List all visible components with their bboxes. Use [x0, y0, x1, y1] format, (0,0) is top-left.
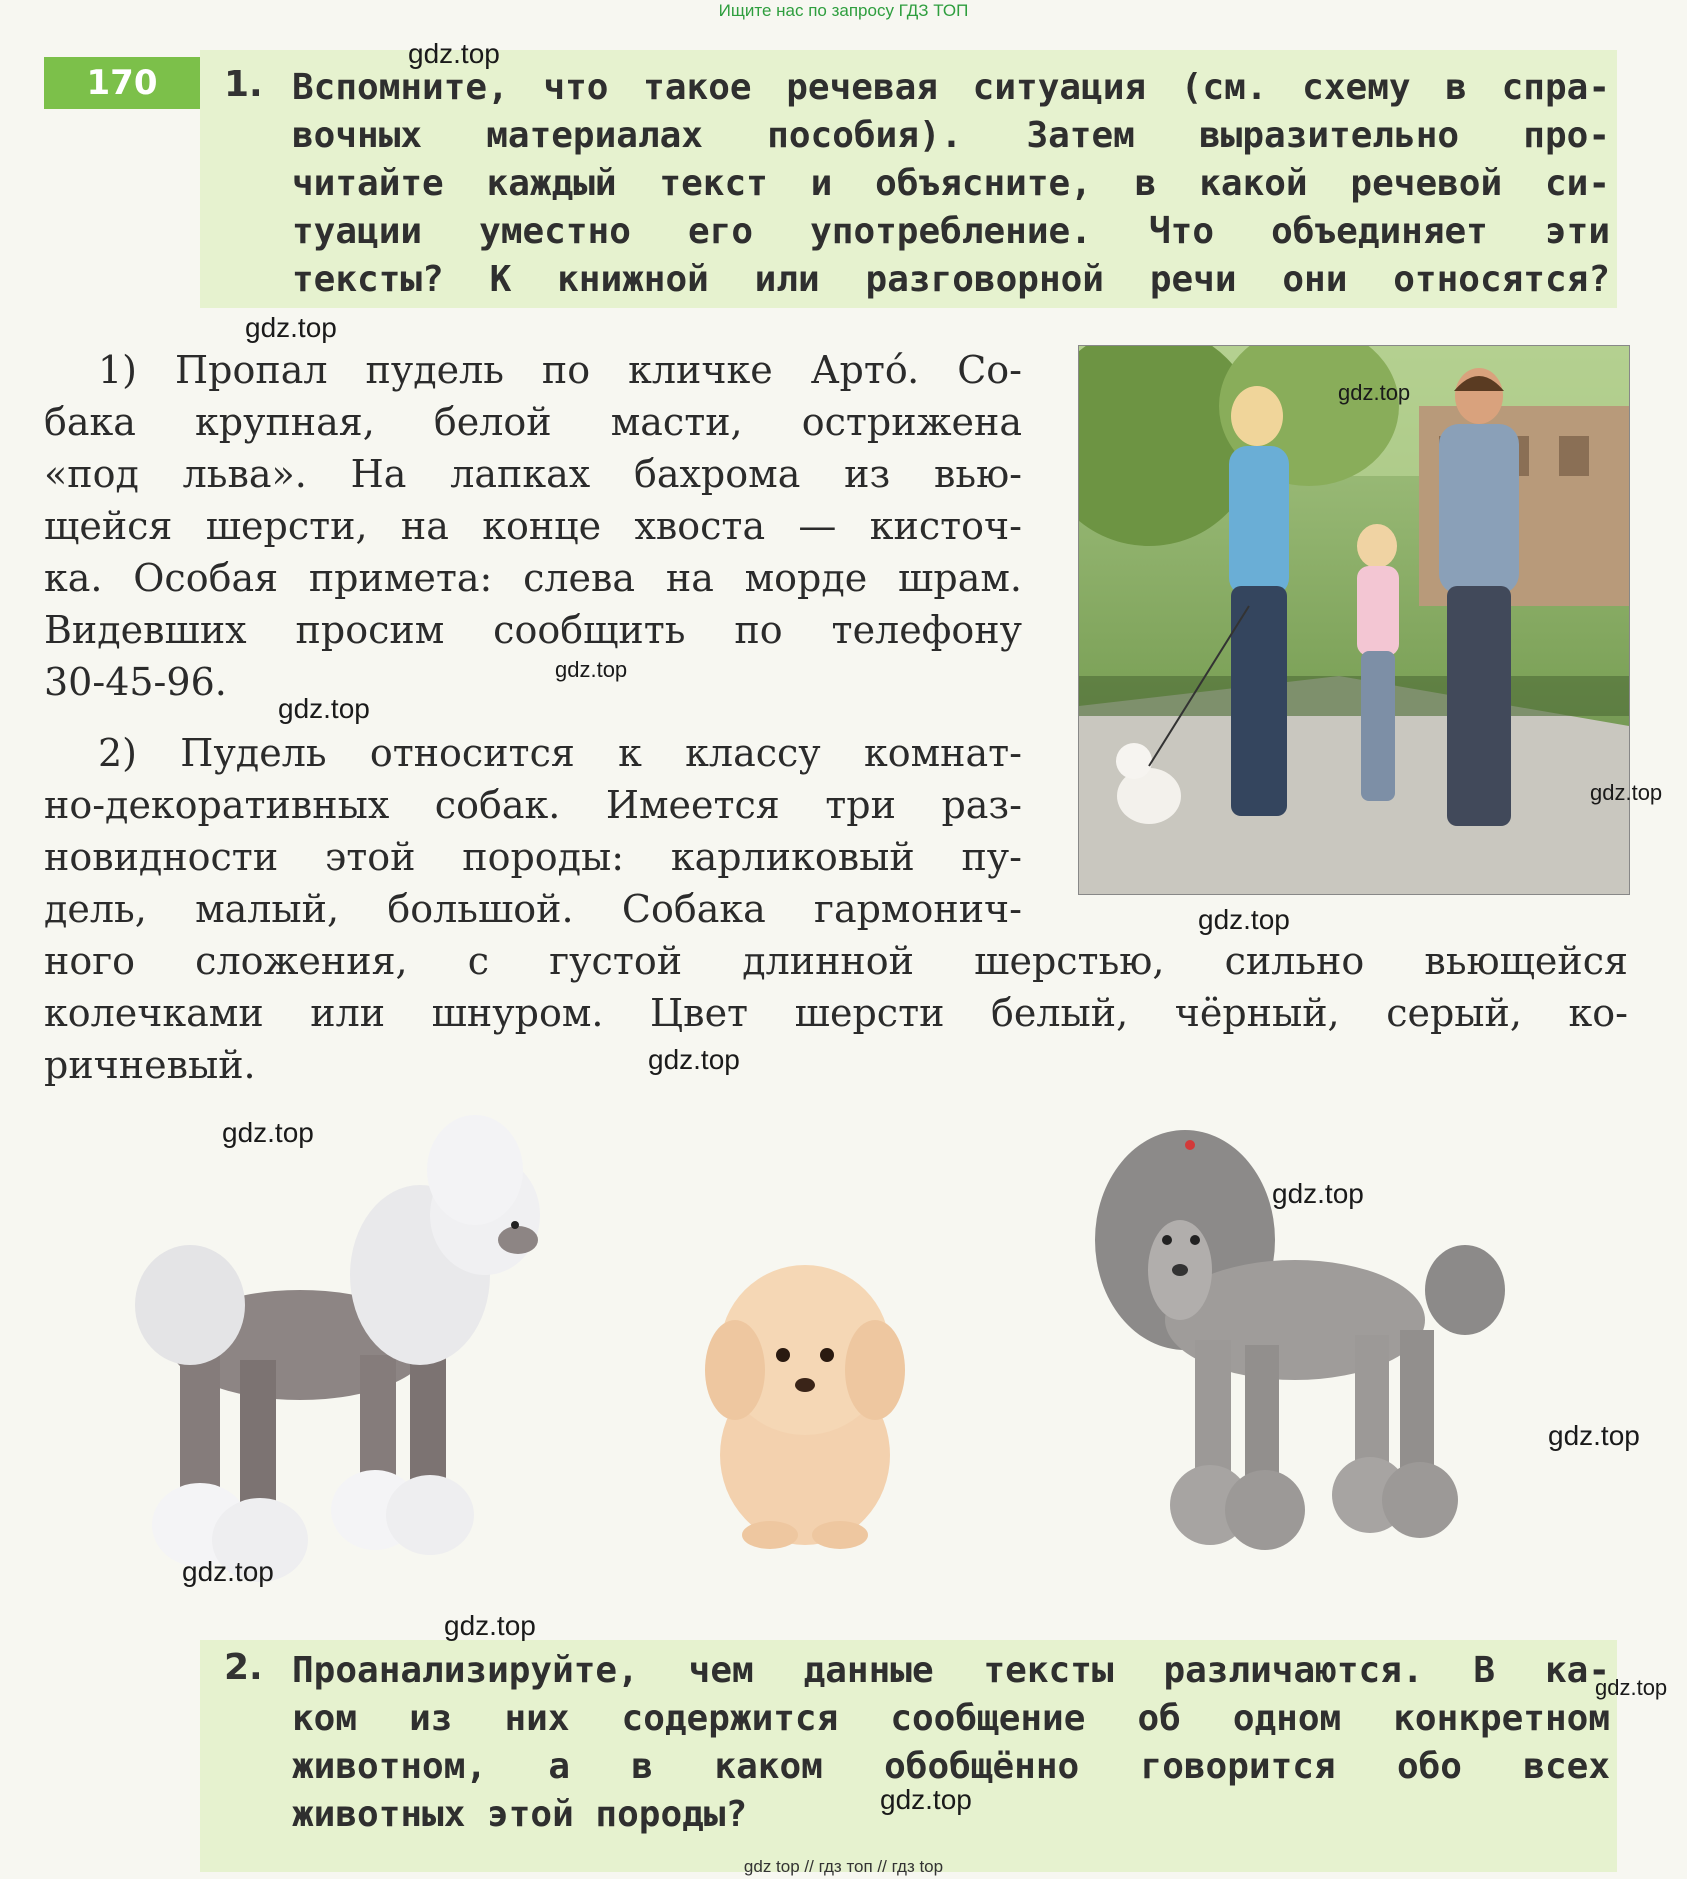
task-1-line: туации уместно его употребление. Что объединяет эти — [292, 211, 1610, 252]
text-2-line: колечками или шнуром. Цвет шерсти белый, чёрный, серый, ко- — [44, 991, 1628, 1035]
task-1-line: читайте каждый текст и объясните, в какой речевой си- — [292, 163, 1610, 204]
poodle-apricot-image — [695, 1255, 915, 1550]
watermark: gdz.top — [245, 312, 337, 343]
task-2-line: животных этой породы? — [292, 1794, 748, 1835]
task-1-number: 1. — [224, 64, 263, 105]
task-1-line: вочных материалах пособия). Затем выразительно про- — [292, 115, 1610, 156]
watermark: gdz.top — [222, 1117, 314, 1148]
watermark: gdz.top — [880, 1784, 972, 1815]
task-1-line: тексты? К книжной или разговорной речи они относятся? — [292, 259, 1610, 300]
text-1-line: бака крупная, белой масти, острижена — [44, 400, 1022, 444]
watermark: gdz.top — [1198, 904, 1290, 935]
watermark: gdz.top — [1548, 1420, 1640, 1451]
watermark: gdz.top — [182, 1556, 274, 1587]
text-1 — [44, 344, 1022, 708]
text-2 — [44, 727, 1628, 1091]
top-banner[interactable]: Ищите нас по запросу ГДЗ ТОП — [718, 1, 969, 20]
text-1-line: щейся шерсти, на конце хвоста — кисточ- — [44, 504, 1022, 548]
watermark: gdz.top — [648, 1044, 740, 1075]
watermark: gdz.top — [1338, 380, 1411, 405]
task-2-line: Проанализируйте, чем данные тексты различаются. В ка- — [292, 1650, 1610, 1691]
text-2-line: но-декоративных собак. Имеется три раз- — [44, 783, 1022, 827]
task-1-text — [292, 64, 1610, 304]
text-2-line: новидности этой породы: карликовый пу- — [44, 835, 1022, 879]
text-2-line: 2) Пудель относится к классу комнат- — [98, 731, 1022, 775]
task-1-line: Вспомните, что такое речевая ситуация (см. схему в спра- — [292, 67, 1610, 108]
task-2-line: животном, а в каком обобщённо говорится обо всех — [292, 1746, 1610, 1787]
watermark: gdz.top — [1590, 780, 1663, 805]
watermark: gdz.top — [1595, 1675, 1668, 1700]
watermark: gdz.top — [555, 657, 628, 682]
footer-text[interactable]: gdz top // гдз топ // гдз top — [743, 1857, 944, 1876]
text-1-line: 1) Пропал пудель по кличке Артó. Со- — [98, 348, 1022, 392]
watermark: gdz.top — [444, 1610, 536, 1641]
watermark: gdz.top — [278, 693, 370, 724]
task-2-line: ком из них содержится сообщение об одном конкретном — [292, 1698, 1610, 1739]
text-2-line: ного сложения, с густой длинной шерстью, сильно вьющейся — [44, 939, 1628, 983]
task-2-number: 2. — [224, 1647, 263, 1688]
text-1-line: 30-45-96. — [44, 660, 227, 704]
text-1-line: ка. Особая примета: слева на морде шрам. — [44, 556, 1022, 600]
text-2-line: дель, малый, большой. Собака гармонич- — [44, 887, 1022, 931]
text-1-line: «под льва». На лапках бахрома из вью- — [44, 452, 1022, 496]
text-2-line: ричневый. — [44, 1043, 256, 1087]
watermark: gdz.top — [1272, 1178, 1364, 1209]
text-1-line: Видевших просим сообщить по телефону — [44, 608, 1022, 652]
watermark: gdz.top — [408, 38, 500, 69]
exercise-number-badge: 170 — [44, 57, 200, 109]
poodle-white-image — [110, 1105, 570, 1585]
